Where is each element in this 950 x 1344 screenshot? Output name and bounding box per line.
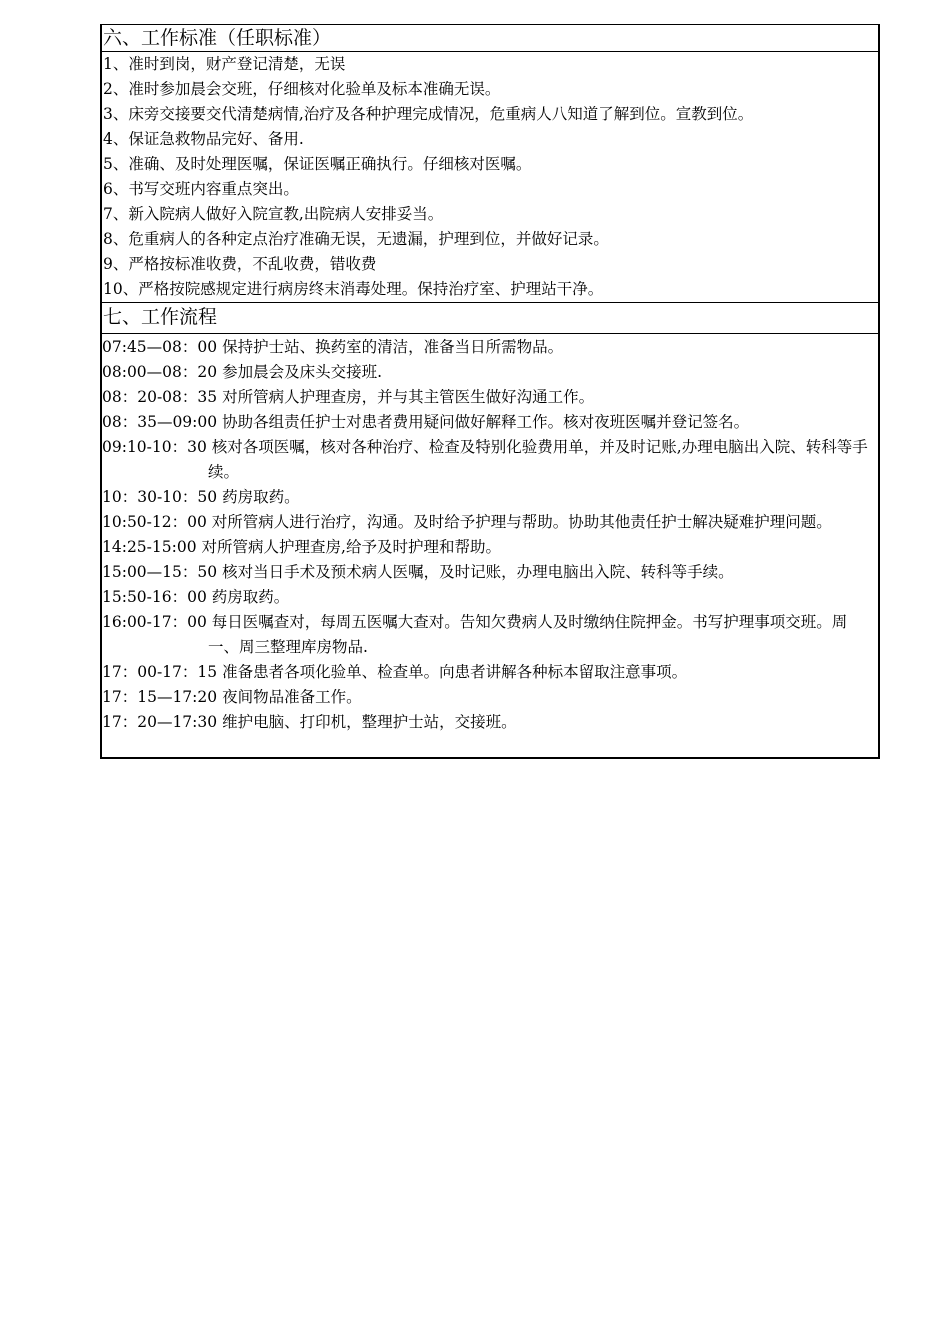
workflow-task: 对所管病人护理查房，并与其主管医生做好沟通工作。 [222,388,595,406]
workflow-task: 维护电脑、打印机，整理护士站，交接班。 [222,713,517,731]
workflow-task: 保持护士站、换药室的清洁，准备当日所需物品。 [222,338,564,356]
standard-item: 6、书写交班内容重点突出。 [103,180,299,198]
workflow-item [102,710,878,735]
workflow-time: 07:45—08：00 [102,338,218,356]
workflow-time: 15:50-16：00 [102,588,207,606]
workflow-task: 药房取药。 [211,588,290,606]
workflow-item [102,410,878,435]
workflow-time: 15:00—15：50 [102,563,218,581]
workflow-task: 核对各项医嘱，核对各种治疗、检查及特别化验费用单，并及时记账,办理电脑出入院、转科等手续。 [208,438,868,481]
workflow-time: 08：35—09:00 [102,413,218,431]
standard-item: 1、准时到岗，财产登记清楚，无误 [103,55,346,73]
standard-item: 9、严格按标准收费，不乱收费，错收费 [103,255,377,273]
workflow-item [102,535,878,560]
workflow-time: 17：15—17:20 [102,688,218,706]
workflow-item [102,435,878,485]
standard-item: 5、准确、及时处理医嘱，保证医嘱正确执行。仔细核对医嘱。 [103,155,532,173]
standard-item: 10、严格按院感规定进行病房终末消毒处理。保持治疗室、护理站干净。 [103,280,604,298]
workflow-task: 协助各组责任护士对患者费用疑问做好解释工作。核对夜班医嘱并登记签名。 [222,413,750,431]
standard-item: 2、准时参加晨会交班，仔细核对化验单及标本准确无误。 [103,80,501,98]
workflow-task: 参加晨会及床头交接班. [222,363,382,381]
standard-item: 8、危重病人的各种定点治疗准确无误，无遗漏，护理到位，并做好记录。 [103,230,609,248]
workflow-time: 16:00-17：00 [102,613,207,631]
workflow-time: 17：20—17:30 [102,713,218,731]
workflow-title: 七、工作流程 [102,302,878,334]
workflow-item [102,485,878,510]
table-bottom-spacer [102,735,878,757]
workflow-item [102,610,878,660]
work-standards-title: 六、工作标准（任职标准） [102,25,878,52]
workflow-item [102,660,878,685]
workflow-item [102,360,878,385]
workflow-task: 对所管病人护理查房,给予及时护理和帮助。 [201,538,501,556]
workflow-item [102,510,878,535]
job-description-table [100,24,880,759]
workflow-time: 08：20-08：35 [102,388,218,406]
workflow-task: 每日医嘱查对，每周五医嘱大查对。告知欠费病人及时缴纳住院押金。书写护理事项交班。周一、周三整理库房物品. [208,613,848,656]
workflow-task: 对所管病人进行治疗，沟通。及时给予护理与帮助。协助其他责任护士解决疑难护理问题。 [211,513,832,531]
workflow-time: 14:25-15:00 [102,538,197,556]
workflow-time: 10:50-12：00 [102,513,207,531]
standard-item: 4、保证急救物品完好、备用. [103,130,304,148]
workflow-task: 核对当日手术及预术病人医嘱，及时记账，办理电脑出入院、转科等手续。 [222,563,734,581]
workflow-task: 药房取药。 [222,488,300,506]
standard-item: 7、新入院病人做好入院宣教,出院病人安排妥当。 [103,205,444,223]
workflow-time: 08:00—08：20 [102,363,218,381]
workflow-time: 17：00-17：15 [102,663,218,681]
workflow-item [102,585,878,610]
standard-item: 3、床旁交接要交代清楚病情,治疗及各种护理完成情况，危重病人八知道了解到位。宣教到位。 [103,105,754,123]
workflow-item [102,385,878,410]
workflow-task: 夜间物品准备工作。 [222,688,362,706]
workflow-item [102,685,878,710]
work-standards-list [102,52,878,302]
workflow-time: 10：30-10：50 [102,488,218,506]
workflow-task: 准备患者各项化验单、检查单。向患者讲解各种标本留取注意事项。 [222,663,688,681]
workflow-list [102,334,878,735]
workflow-item [102,560,878,585]
workflow-item [102,335,878,360]
workflow-time: 09:10-10：30 [102,438,207,456]
